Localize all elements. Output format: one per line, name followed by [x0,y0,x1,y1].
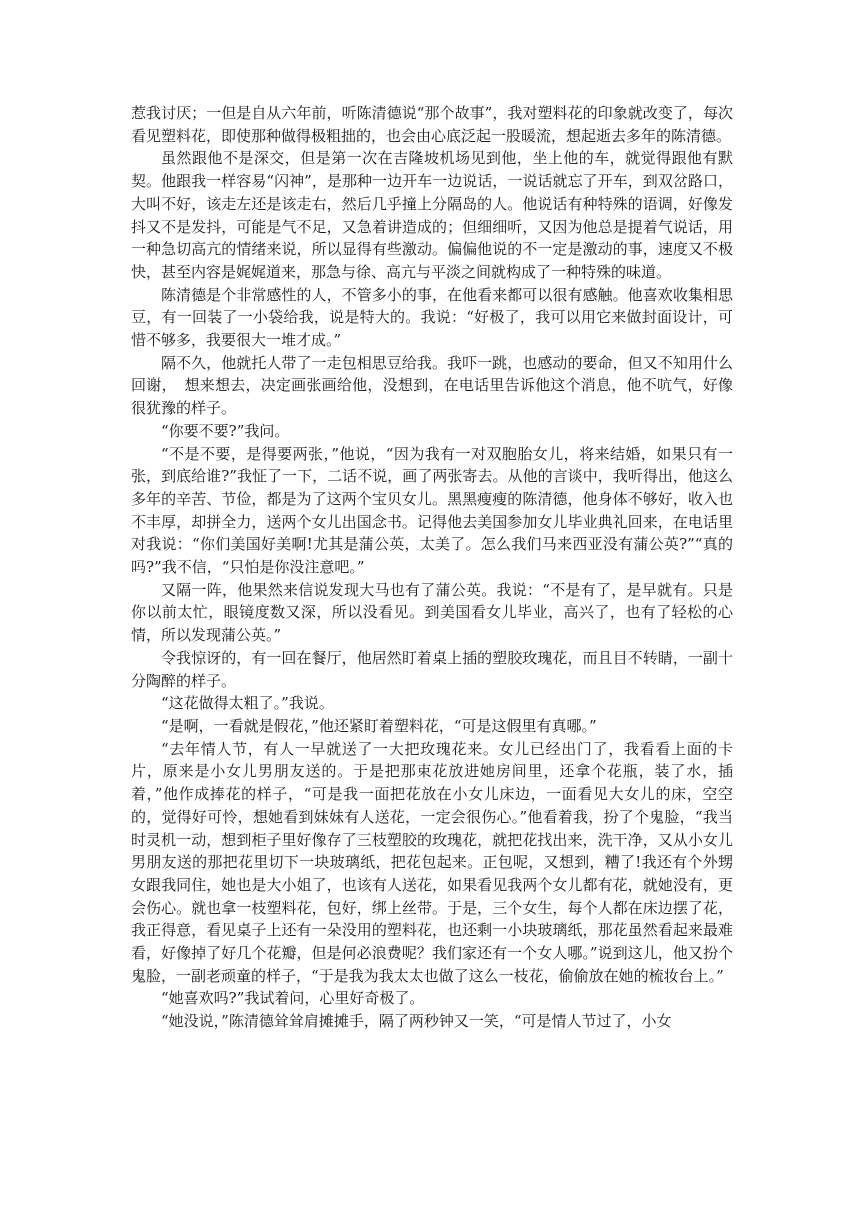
paragraph: “去年情人节，有人一早就送了一大把玫瑰花来。女儿已经出门了，我看看上面的卡片，原来是小女儿男朋友送的。于是把那束花放进她房间里，还拿个花瓶，装了水，插着，”他作成捧花的样子，“可是我一面把花放在小女儿床边，一面看见大女儿的床，空空的，觉得好可怜，想她看到妹妹有人送花，一定会很伤心。”他看着我，扮了个鬼脸，“我当时灵机一动，想到柜子里好像存了三枝塑胶的玫瑰花，就把花找出来，洗干净，又从小女儿男朋友送的那把花里切下一块玻璃纸，把花包起来。正包呢，又想到，糟了!我还有个外甥女跟我同住，她也是大小姐了，也该有人送花，如果看见我两个女儿都有花，就她没有，更会伤心。就也拿一枝塑料花，包好，绑上丝带。于是，三个女生，每个人都在床边摆了花，我正得意，看见桌子上还有一朵没用的塑料花，也还剩一小块玻璃纸，那花虽然看起来最难看，好像掉了好几个花瓣，但是何必浪费呢？我们家还有一个女人哪。”说到这儿，他又扮个鬼脸，一副老顽童的样子，“于是我为我太太也做了这么一枝花，偷偷放在她的梳妆台上。” [131,739,733,985]
paragraph: 又隔一阵，他果然来信说发现大马也有了蒲公英。我说：“不是有了，是早就有。只是你以前太忙，眼镜度数又深，所以没看见。到美国看女儿毕业，高兴了，也有了轻松的心情，所以发现蒲公英。” [131,580,733,645]
paragraph: “这花做得太粗了。”我说。 [161,694,334,713]
paragraph: 惹我讨厌；一但是自从六年前，听陈清德说“那个故事”，我对塑料花的印象就改变了，每次看见塑料花，即使那种做得极粗拙的，也会由心底泛起一股暖流，想起逝去多年的陈清德。 [131,104,733,145]
paragraph: “是啊，一看就是假花，”他还紧盯着塑料花，“可是这假里有真哪。” [161,716,597,735]
paragraph: 隔不久，他就托人带了一走包相思豆给我。我吓一跳，也感动的要命，但又不知用什么回谢， 想来想去，决定画张画给他，没想到，在电话里告诉他这个消息，他不吭气，好像很犹豫的样子。 [131,353,733,418]
paragraph: “她没说，”陈清德耸耸肩摊摊手，隔了两秒钟又一笑，“可是情人节过了，小女 [161,1012,672,1031]
paragraph: “不是不要，是得要两张，”他说，“因为我有一对双胞胎女儿，将来结婚，如果只有一张，到底给谁?”我怔了一下，二话不说，画了两张寄去。从他的言谈中，我听得出，他这么多年的辛苦、节俭，都是为了这两个宝贝女儿。黑黑瘦瘦的陈清德，他身体不够好，收入也不丰厚，却拼全力，送两个女儿出国念书。记得他去美国参加女儿毕业典礼回来，在电话里对我说：“你们美国好美啊!尤其是蒲公英，太美了。怎么我们马来西亚没有蒲公英?”“真的吗?”我不信，“只怕是你没注意吧。” [131,444,733,577]
document-page [131,102,733,1033]
paragraph: 令我惊讶的，有一回在餐厅，他居然盯着桌上插的塑胶玫瑰花，而且目不转睛，一副十分陶醉的样子。 [131,648,733,690]
paragraph: “她喜欢吗?”我试着问，心里好奇极了。 [161,989,425,1008]
paragraph: 虽然跟他不是深交，但是第一次在吉隆坡机场见到他，坐上他的车，就觉得跟他有默契。他跟我一样容易“闪神”，是那种一边开车一边说话，一说话就忘了开车，到双岔路口，大叫不好，该走左还是该走右，然后几乎撞上分隔岛的人。他说话有种特殊的语调，好像发抖又不是发抖，可能是气不足，又急着讲造成的；但细细听，又因为他总是提着气说话，用一种急切高亢的情绪来说，所以显得有些激动。偏偏他说的不一定是激动的事，速度又不极快，甚至内容是娓娓道来，那急与徐、高亢与平淡之间就构成了一种特殊的味道。 [131,149,733,281]
paragraph: 陈清德是个非常感性的人，不管多小的事，在他看来都可以很有感触。他喜欢收集相思豆，有一回装了一小袋给我，说是特大的。我说：“好极了，我可以用它来做封面设计，可惜不够多，我要很大一堆才成。” [131,285,733,350]
paragraph: “你要不要?”我问。 [161,421,290,440]
